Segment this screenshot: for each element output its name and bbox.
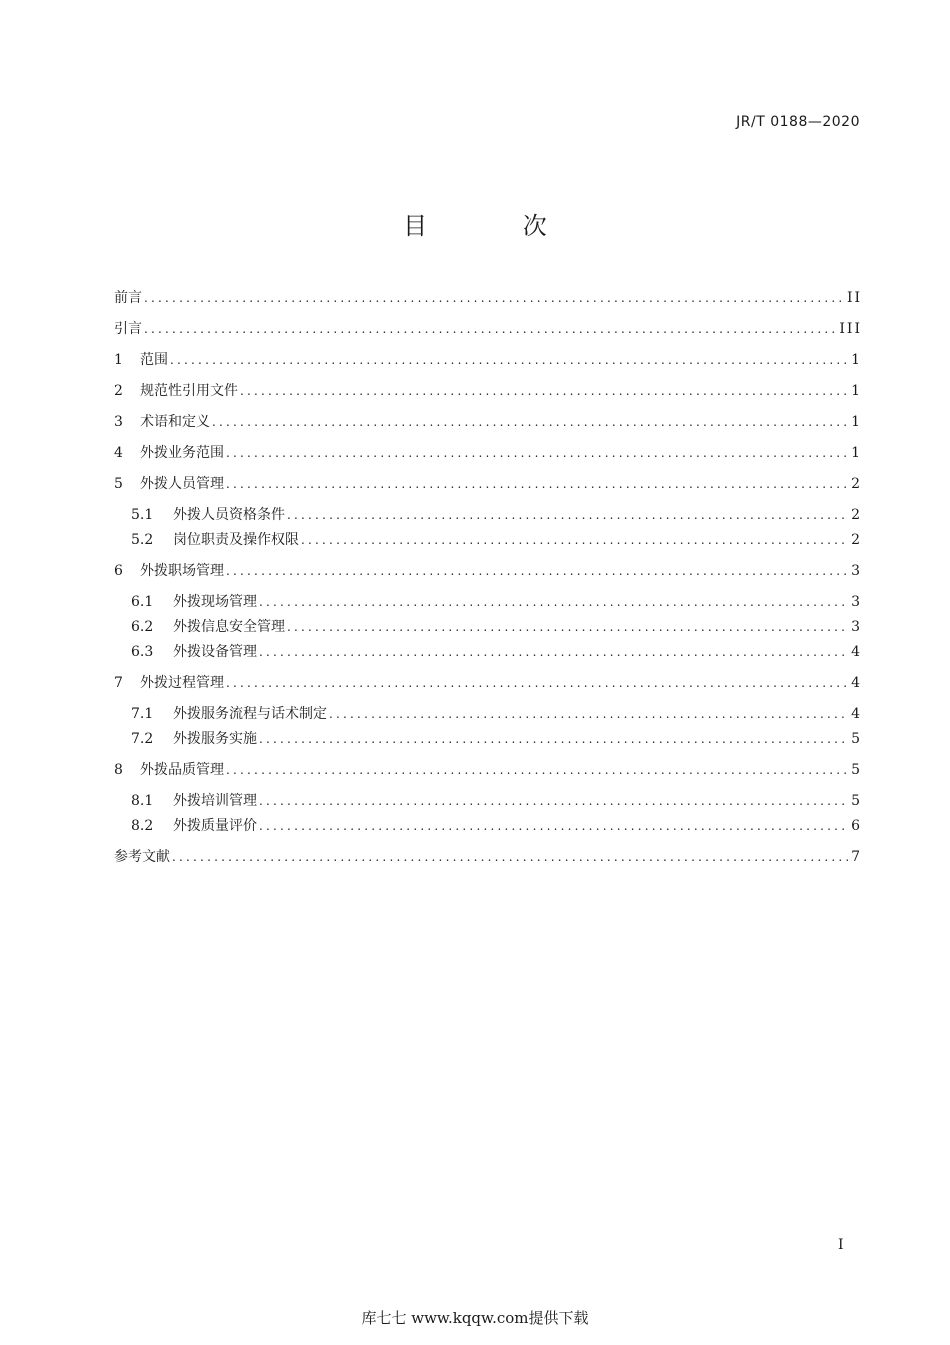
toc-entry-page: 5 bbox=[851, 731, 862, 747]
toc-entry-text: 外拨职场管理 bbox=[140, 563, 224, 579]
toc-entry-number: 7 bbox=[114, 675, 123, 691]
toc-entry-page: 5 bbox=[851, 762, 862, 778]
toc-leader-dots bbox=[144, 286, 845, 311]
toc-entry-number: 5.1 bbox=[131, 507, 154, 523]
toc-entry-number: 7.1 bbox=[131, 706, 154, 722]
toc-entry-text: 外拨服务流程与话术制定 bbox=[173, 706, 327, 722]
toc-subentry[interactable] bbox=[114, 528, 862, 559]
toc-entry-page: 3 bbox=[851, 594, 862, 610]
toc-entry-number: 4 bbox=[114, 445, 123, 461]
toc-subentry[interactable] bbox=[114, 615, 862, 640]
toc-entry-text: 范围 bbox=[140, 352, 168, 368]
toc-entry-number: 5 bbox=[114, 476, 123, 492]
toc-subentry[interactable] bbox=[114, 590, 862, 615]
toc-leader-dots bbox=[287, 503, 849, 528]
toc-title: 目 次 bbox=[403, 212, 591, 240]
toc-subentry[interactable] bbox=[114, 727, 862, 758]
toc-entry[interactable] bbox=[114, 845, 862, 876]
toc-entry-number: 8.1 bbox=[131, 793, 154, 809]
toc-entry-text: 规范性引用文件 bbox=[140, 383, 238, 399]
toc-subentry[interactable] bbox=[114, 702, 862, 727]
toc-entry-number: 6.3 bbox=[131, 644, 154, 660]
toc-entry-text: 外拨现场管理 bbox=[173, 594, 257, 610]
toc-entry-page: 2 bbox=[851, 532, 862, 548]
toc-entry-number: 8.2 bbox=[131, 818, 154, 834]
toc-subentry[interactable] bbox=[114, 814, 862, 845]
toc-leader-dots bbox=[226, 671, 849, 696]
toc-entry[interactable] bbox=[114, 671, 862, 702]
toc-entry-text: 外拨培训管理 bbox=[173, 793, 257, 809]
toc-entry-text: 引言 bbox=[114, 321, 142, 337]
toc-entry-page: 1 bbox=[851, 414, 862, 430]
toc-leader-dots bbox=[226, 472, 849, 497]
toc-entry-page: 4 bbox=[851, 706, 862, 722]
toc-entry-page: 3 bbox=[851, 563, 862, 579]
toc-entry[interactable] bbox=[114, 559, 862, 590]
toc-entry-text: 参考文献 bbox=[114, 849, 170, 865]
toc-entry-text: 外拨品质管理 bbox=[140, 762, 224, 778]
toc-entry[interactable] bbox=[114, 286, 862, 317]
toc-entry-page: 4 bbox=[851, 675, 862, 691]
toc-entry-page: 5 bbox=[851, 793, 862, 809]
toc-entry-text: 外拨人员资格条件 bbox=[173, 507, 285, 523]
toc-leader-dots bbox=[301, 528, 849, 553]
toc-leader-dots bbox=[287, 615, 849, 640]
toc-subentry[interactable] bbox=[114, 789, 862, 814]
footer-watermark-text: 库七七 www.kqqw.com提供下载 bbox=[361, 1309, 589, 1327]
toc-entry-number: 6.1 bbox=[131, 594, 154, 610]
toc-leader-dots bbox=[212, 410, 849, 435]
toc-leader-dots bbox=[226, 559, 849, 584]
toc-leader-dots bbox=[259, 789, 849, 814]
toc-entry-number: 6.2 bbox=[131, 619, 154, 635]
toc-entry[interactable] bbox=[114, 348, 862, 379]
toc-leader-dots bbox=[172, 845, 849, 870]
toc-subentry[interactable] bbox=[114, 640, 862, 671]
toc-entry-page: 6 bbox=[851, 818, 862, 834]
toc-entry-number: 8 bbox=[114, 762, 123, 778]
toc-entry-page: 7 bbox=[851, 849, 862, 865]
toc-entry-page: 4 bbox=[851, 644, 862, 660]
toc-leader-dots bbox=[259, 727, 849, 752]
toc-leader-dots bbox=[226, 441, 849, 466]
toc-entry-number: 7.2 bbox=[131, 731, 154, 747]
toc-entry-text: 外拨业务范围 bbox=[140, 445, 224, 461]
toc-entry-text: 外拨人员管理 bbox=[140, 476, 224, 492]
toc-entry-text: 外拨质量评价 bbox=[173, 818, 257, 834]
toc-subentry[interactable] bbox=[114, 503, 862, 528]
toc-entry-page: 2 bbox=[851, 476, 862, 492]
standard-code: JR/T 0188—2020 bbox=[736, 114, 860, 130]
toc-entry[interactable] bbox=[114, 379, 862, 410]
toc-entry-number: 1 bbox=[114, 352, 123, 368]
toc-entry-page: 1 bbox=[851, 445, 862, 461]
toc-entry-page: III bbox=[839, 321, 862, 337]
toc-leader-dots bbox=[144, 317, 837, 342]
page-number: I bbox=[838, 1237, 844, 1253]
toc-entry[interactable] bbox=[114, 441, 862, 472]
toc-entry-text: 外拨过程管理 bbox=[140, 675, 224, 691]
toc-entry-page: 1 bbox=[851, 383, 862, 399]
toc-entry-number: 5.2 bbox=[131, 532, 154, 548]
toc-entry-number: 6 bbox=[114, 563, 123, 579]
toc-leader-dots bbox=[170, 348, 849, 373]
toc-entry[interactable] bbox=[114, 317, 862, 348]
toc-entry-text: 外拨信息安全管理 bbox=[173, 619, 285, 635]
toc-entry[interactable] bbox=[114, 472, 862, 503]
toc-entry-number: 2 bbox=[114, 383, 123, 399]
toc-entry-text: 前言 bbox=[114, 290, 142, 306]
toc-leader-dots bbox=[259, 640, 849, 665]
toc-entry-page: 3 bbox=[851, 619, 862, 635]
toc-entry-text: 外拨设备管理 bbox=[173, 644, 257, 660]
toc-leader-dots bbox=[240, 379, 849, 404]
toc-entry[interactable] bbox=[114, 758, 862, 789]
toc-leader-dots bbox=[259, 814, 849, 839]
toc-entry-page: 1 bbox=[851, 352, 862, 368]
toc-entry-text: 岗位职责及操作权限 bbox=[173, 532, 299, 548]
toc-leader-dots bbox=[259, 590, 849, 615]
toc-entry-text: 外拨服务实施 bbox=[173, 731, 257, 747]
toc-leader-dots bbox=[226, 758, 849, 783]
toc-entry-number: 3 bbox=[114, 414, 123, 430]
table-of-contents bbox=[114, 286, 862, 876]
toc-entry-page: 2 bbox=[851, 507, 862, 523]
toc-entry-page: II bbox=[846, 290, 862, 306]
toc-leader-dots bbox=[329, 702, 849, 727]
toc-entry[interactable] bbox=[114, 410, 862, 441]
toc-entry-text: 术语和定义 bbox=[140, 414, 210, 430]
